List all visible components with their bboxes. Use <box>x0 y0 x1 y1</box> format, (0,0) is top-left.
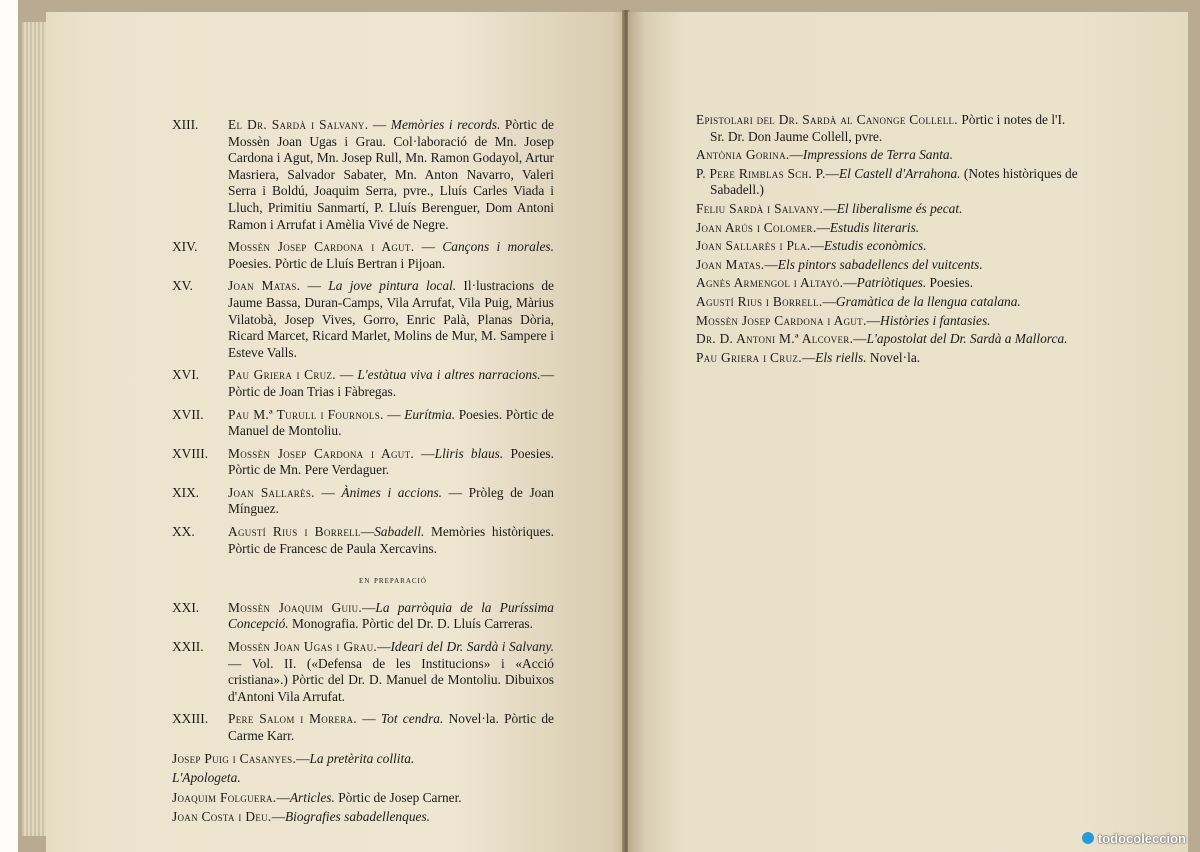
entry-separator: — <box>866 312 881 328</box>
entry-title: Biografies sabadellenques. <box>284 809 431 825</box>
entry-separator: — <box>810 238 824 254</box>
entry-details: (Notes històriques de Sabadell.) <box>710 165 1078 198</box>
entry-details: Poesies. <box>926 275 974 291</box>
entry-separator: — <box>360 524 375 540</box>
entry-separator: — <box>314 484 342 500</box>
entry-author: Feliu Sardà i Salvany. <box>696 200 824 216</box>
entry-body <box>228 485 554 518</box>
catalog-entry <box>696 275 1080 292</box>
entry-number: XXIII. <box>172 711 209 727</box>
in-preparation-heading: en preparació <box>359 575 427 587</box>
catalog-entry <box>172 770 554 787</box>
catalog-entry <box>696 294 1080 311</box>
entry-body <box>228 711 554 744</box>
entry-author: Antònia Gorina. <box>696 147 790 163</box>
entry-title: L'Apologeta. <box>172 770 241 786</box>
catalog-entry <box>172 407 554 440</box>
unnumbered-entries <box>172 751 554 826</box>
entry-body <box>228 367 554 400</box>
catalog-entry <box>172 117 554 233</box>
catalog-entry <box>696 313 1080 330</box>
entry-body <box>228 600 554 633</box>
entry-title: L'apostolat del Dr. Sardà a Mallorca. <box>866 331 1068 347</box>
entry-number: XV. <box>172 278 193 294</box>
entry-details: — Pròleg de Joan Mínguez. <box>228 484 554 517</box>
entry-separator: — <box>300 278 329 294</box>
entry-details: — Vol. II. («Defensa de les Institucions» i «Acció cristiana».) Pòrtic del Dr. D. Manuel de Montoliu. Dibuixos d'Antoni Vila Arrufat. <box>228 655 554 704</box>
entry-author: Epistolari del Dr. Sardà al Canonge Collell. <box>696 112 958 127</box>
entry-author: Agnès Armengol i Altayó. <box>696 275 844 291</box>
entry-details: Pòrtic de Mossèn Joan Ugas i Grau. Col·laboració de Mn. Josep Cardona i Agut, Mn. Josep Rull, Mn. Ramon Godayol, Artur Masriera, Salvador Sabater, Mn. Anton Navarro, Valeri Serra i Boldú, Joaquim Serra, pvre., Lluís Carles Viada i Lluch, Primitiu Sanmartí, P. Lluís Berenguer, Dom Antoni Ramon i Arrufat i Amèlia Vivé de Negre. <box>228 117 554 232</box>
entry-number: XXII. <box>172 639 204 655</box>
entry-separator: — <box>823 200 837 216</box>
catalog-entry <box>172 711 554 744</box>
entry-number: XVII. <box>172 406 204 422</box>
entry-title: Ànimes i accions. <box>341 484 443 500</box>
entry-title: El liberalisme és pecat. <box>836 200 963 216</box>
entry-separator: — <box>383 406 405 422</box>
entry-separator: — <box>801 349 816 365</box>
entry-title: Lliris blaus. <box>434 445 504 461</box>
entry-title: Gramàtica de la llengua catalana. <box>835 293 1021 309</box>
entry-details: Pòrtic i notes de l'I. Sr. Dr. Don Jaume Collell, pvre. <box>710 112 1066 144</box>
catalog-entry <box>172 485 554 518</box>
entry-details: Novel·la. Pòrtic de Carme Karr. <box>228 711 554 743</box>
entry-body <box>228 239 554 272</box>
watermark-logo-icon <box>1082 832 1094 844</box>
entry-separator: — <box>764 256 778 272</box>
entry-title: Els pintors sabadellencs del vuitcents. <box>777 256 983 272</box>
entry-author: Joan Sallarès i Pla. <box>696 238 811 254</box>
entry-number: XIII. <box>172 117 199 132</box>
entry-title: Tot cendra. <box>380 711 444 727</box>
entry-author: Agustí Rius i Borrell <box>228 524 361 540</box>
page-edges <box>22 22 48 836</box>
catalog-entry <box>172 278 554 361</box>
entry-title: Articles. <box>289 789 335 805</box>
entry-author: P. Pere Rimblas Sch. P. <box>696 165 826 181</box>
entry-separator: — <box>414 239 443 255</box>
entry-title: Sabadell. <box>374 524 425 540</box>
catalog-entry <box>696 147 1080 164</box>
entry-separator: — <box>335 367 358 383</box>
entry-author: Pau M.ª Turull i Fournols. <box>228 406 384 422</box>
entry-author: Mossèn Joan Ugas i Grau. <box>228 639 378 655</box>
entry-separator: — <box>843 275 857 291</box>
entry-body <box>228 278 554 361</box>
entry-separator: — <box>822 293 836 309</box>
entry-title: Els riells. <box>815 349 867 365</box>
catalog-entry <box>696 238 1080 255</box>
entry-separator: — <box>825 165 839 181</box>
catalog-entry <box>172 600 554 633</box>
catalog-entry <box>696 257 1080 274</box>
entry-author: Pere Salom i Morera. <box>228 711 357 727</box>
catalog-entry <box>172 446 554 479</box>
entry-details: —Pòrtic de Joan Trias i Fàbregas. <box>228 367 554 399</box>
entry-author: El Dr. Sardà i Salvany. <box>228 117 369 132</box>
numbered-entries <box>172 117 554 557</box>
entry-title: Ideari del Dr. Sardà i Salvany. <box>390 639 555 655</box>
entry-separator: — <box>377 639 391 655</box>
entry-separator: — <box>816 219 830 235</box>
entry-number: XVI. <box>172 367 200 383</box>
entry-title: La pretèrita collita. <box>309 750 415 766</box>
entry-body <box>228 524 554 557</box>
entry-title: Estudis econòmics. <box>823 238 927 254</box>
entry-title: Patriòtiques. <box>856 275 927 291</box>
entry-body <box>228 446 554 479</box>
entry-details: Il·lustracions de Jaume Bassa, Duran-Camps, Vila Arrufat, Vila Puig, Màrius Vilatobà, Josep Vives, Gorro, Enric Palà, Planas Dòria, Ricard Marcet, Ricard Marlet, Molins de Mur, M. Sampere i Esteve Valls. <box>228 278 554 360</box>
catalog-entry <box>696 201 1080 218</box>
entry-author: Mossèn Josep Cardona i Agut. <box>228 445 415 461</box>
right-page-list <box>696 112 1080 366</box>
entry-author: Joan Costa i Deu. <box>172 809 272 825</box>
entry-author: Mossèn Josep Cardona i Agut. <box>696 312 867 328</box>
entry-separator: — <box>368 117 391 132</box>
catalog-entry <box>172 751 554 768</box>
entry-separator: — <box>362 599 376 615</box>
entry-number: XXI. <box>172 599 200 615</box>
catalog-entry <box>696 350 1080 367</box>
entry-title: La parròquia de la Puríssima Concepció. <box>228 599 554 632</box>
entry-title: Estudis literaris. <box>829 219 920 235</box>
entry-title: La jove pintura local. <box>328 278 457 294</box>
catalog-entry <box>172 524 554 557</box>
entry-author: Joan Sallarès. <box>228 484 315 500</box>
entry-title: Impressions de Terra Santa. <box>802 147 953 163</box>
entry-author: Josep Puig i Casanyes. <box>172 750 297 766</box>
entry-author: Dr. D. Antoni M.ª Alcover. <box>696 331 854 347</box>
right-page-text <box>696 112 1080 368</box>
entry-details: Pòrtic de Josep Carner. <box>334 789 462 805</box>
in-preparation-entries <box>172 600 554 745</box>
catalog-entry <box>696 331 1080 348</box>
entry-separator: — <box>414 445 435 461</box>
entry-author: Pau Griera i Cruz. <box>228 367 336 383</box>
entry-author: Joan Matas. <box>696 256 765 272</box>
entry-author: Pau Griera i Cruz. <box>696 349 802 365</box>
catalog-entry <box>696 112 1080 145</box>
entry-author: Joan Matas. <box>228 278 301 294</box>
watermark-text: todocoleccion <box>1097 831 1186 846</box>
catalog-entry <box>172 639 554 705</box>
entry-title: Eurítmia. <box>404 406 456 422</box>
entry-details: Novel·la. <box>866 349 921 365</box>
entry-details: Poesies. Pòrtic de Manuel de Montoliu. <box>228 406 554 439</box>
entry-author: Joaquim Folguera. <box>172 789 277 805</box>
entry-separator: — <box>356 711 381 727</box>
entry-details: Monografia. Pòrtic del Dr. D. Lluís Carreras. <box>288 616 533 632</box>
left-page-text <box>172 117 554 829</box>
entry-title: L'estàtua viva i altres narracions. <box>357 367 541 383</box>
entry-author: Joan Arús i Colomer. <box>696 219 817 235</box>
entry-separator: — <box>853 331 867 347</box>
entry-author: Mossèn Joaquim Guiu. <box>228 599 363 615</box>
watermark <box>1082 831 1186 846</box>
entry-number: XVIII. <box>172 445 209 461</box>
catalog-entry <box>696 220 1080 237</box>
entry-body <box>228 639 554 705</box>
entry-details: Poesies. Pòrtic de Mn. Pere Verdaguer. <box>228 445 554 478</box>
entry-number: XX. <box>172 524 195 540</box>
entry-number: XIX. <box>172 484 200 500</box>
entry-title: El Castell d'Arrahona. <box>838 165 961 181</box>
entry-details: Poesies. Pòrtic de Lluís Bertran i Pijoan. <box>228 255 446 271</box>
entry-separator: — <box>271 809 285 825</box>
entry-title: Cançons i morales. <box>442 239 554 255</box>
catalog-entry <box>172 790 554 807</box>
entry-title: Històries i fantasies. <box>880 312 991 328</box>
entry-title: Memòries i records. <box>390 117 501 132</box>
entry-separator: — <box>276 789 290 805</box>
catalog-entry <box>696 166 1080 199</box>
catalog-entry <box>172 239 554 272</box>
entry-body <box>228 407 554 440</box>
entry-details: Memòries històriques. Pòrtic de Francesc de Paula Xercavins. <box>228 524 554 556</box>
catalog-entry <box>172 809 554 826</box>
entry-separator: — <box>789 147 803 163</box>
entry-body <box>228 117 554 233</box>
entry-separator: — <box>296 750 310 766</box>
entry-author: Agustí Rius i Borrell. <box>696 293 823 309</box>
catalog-entry <box>172 367 554 400</box>
entry-author: Mossèn Josep Cardona i Agut. <box>228 239 415 255</box>
entry-number: XIV. <box>172 239 198 255</box>
